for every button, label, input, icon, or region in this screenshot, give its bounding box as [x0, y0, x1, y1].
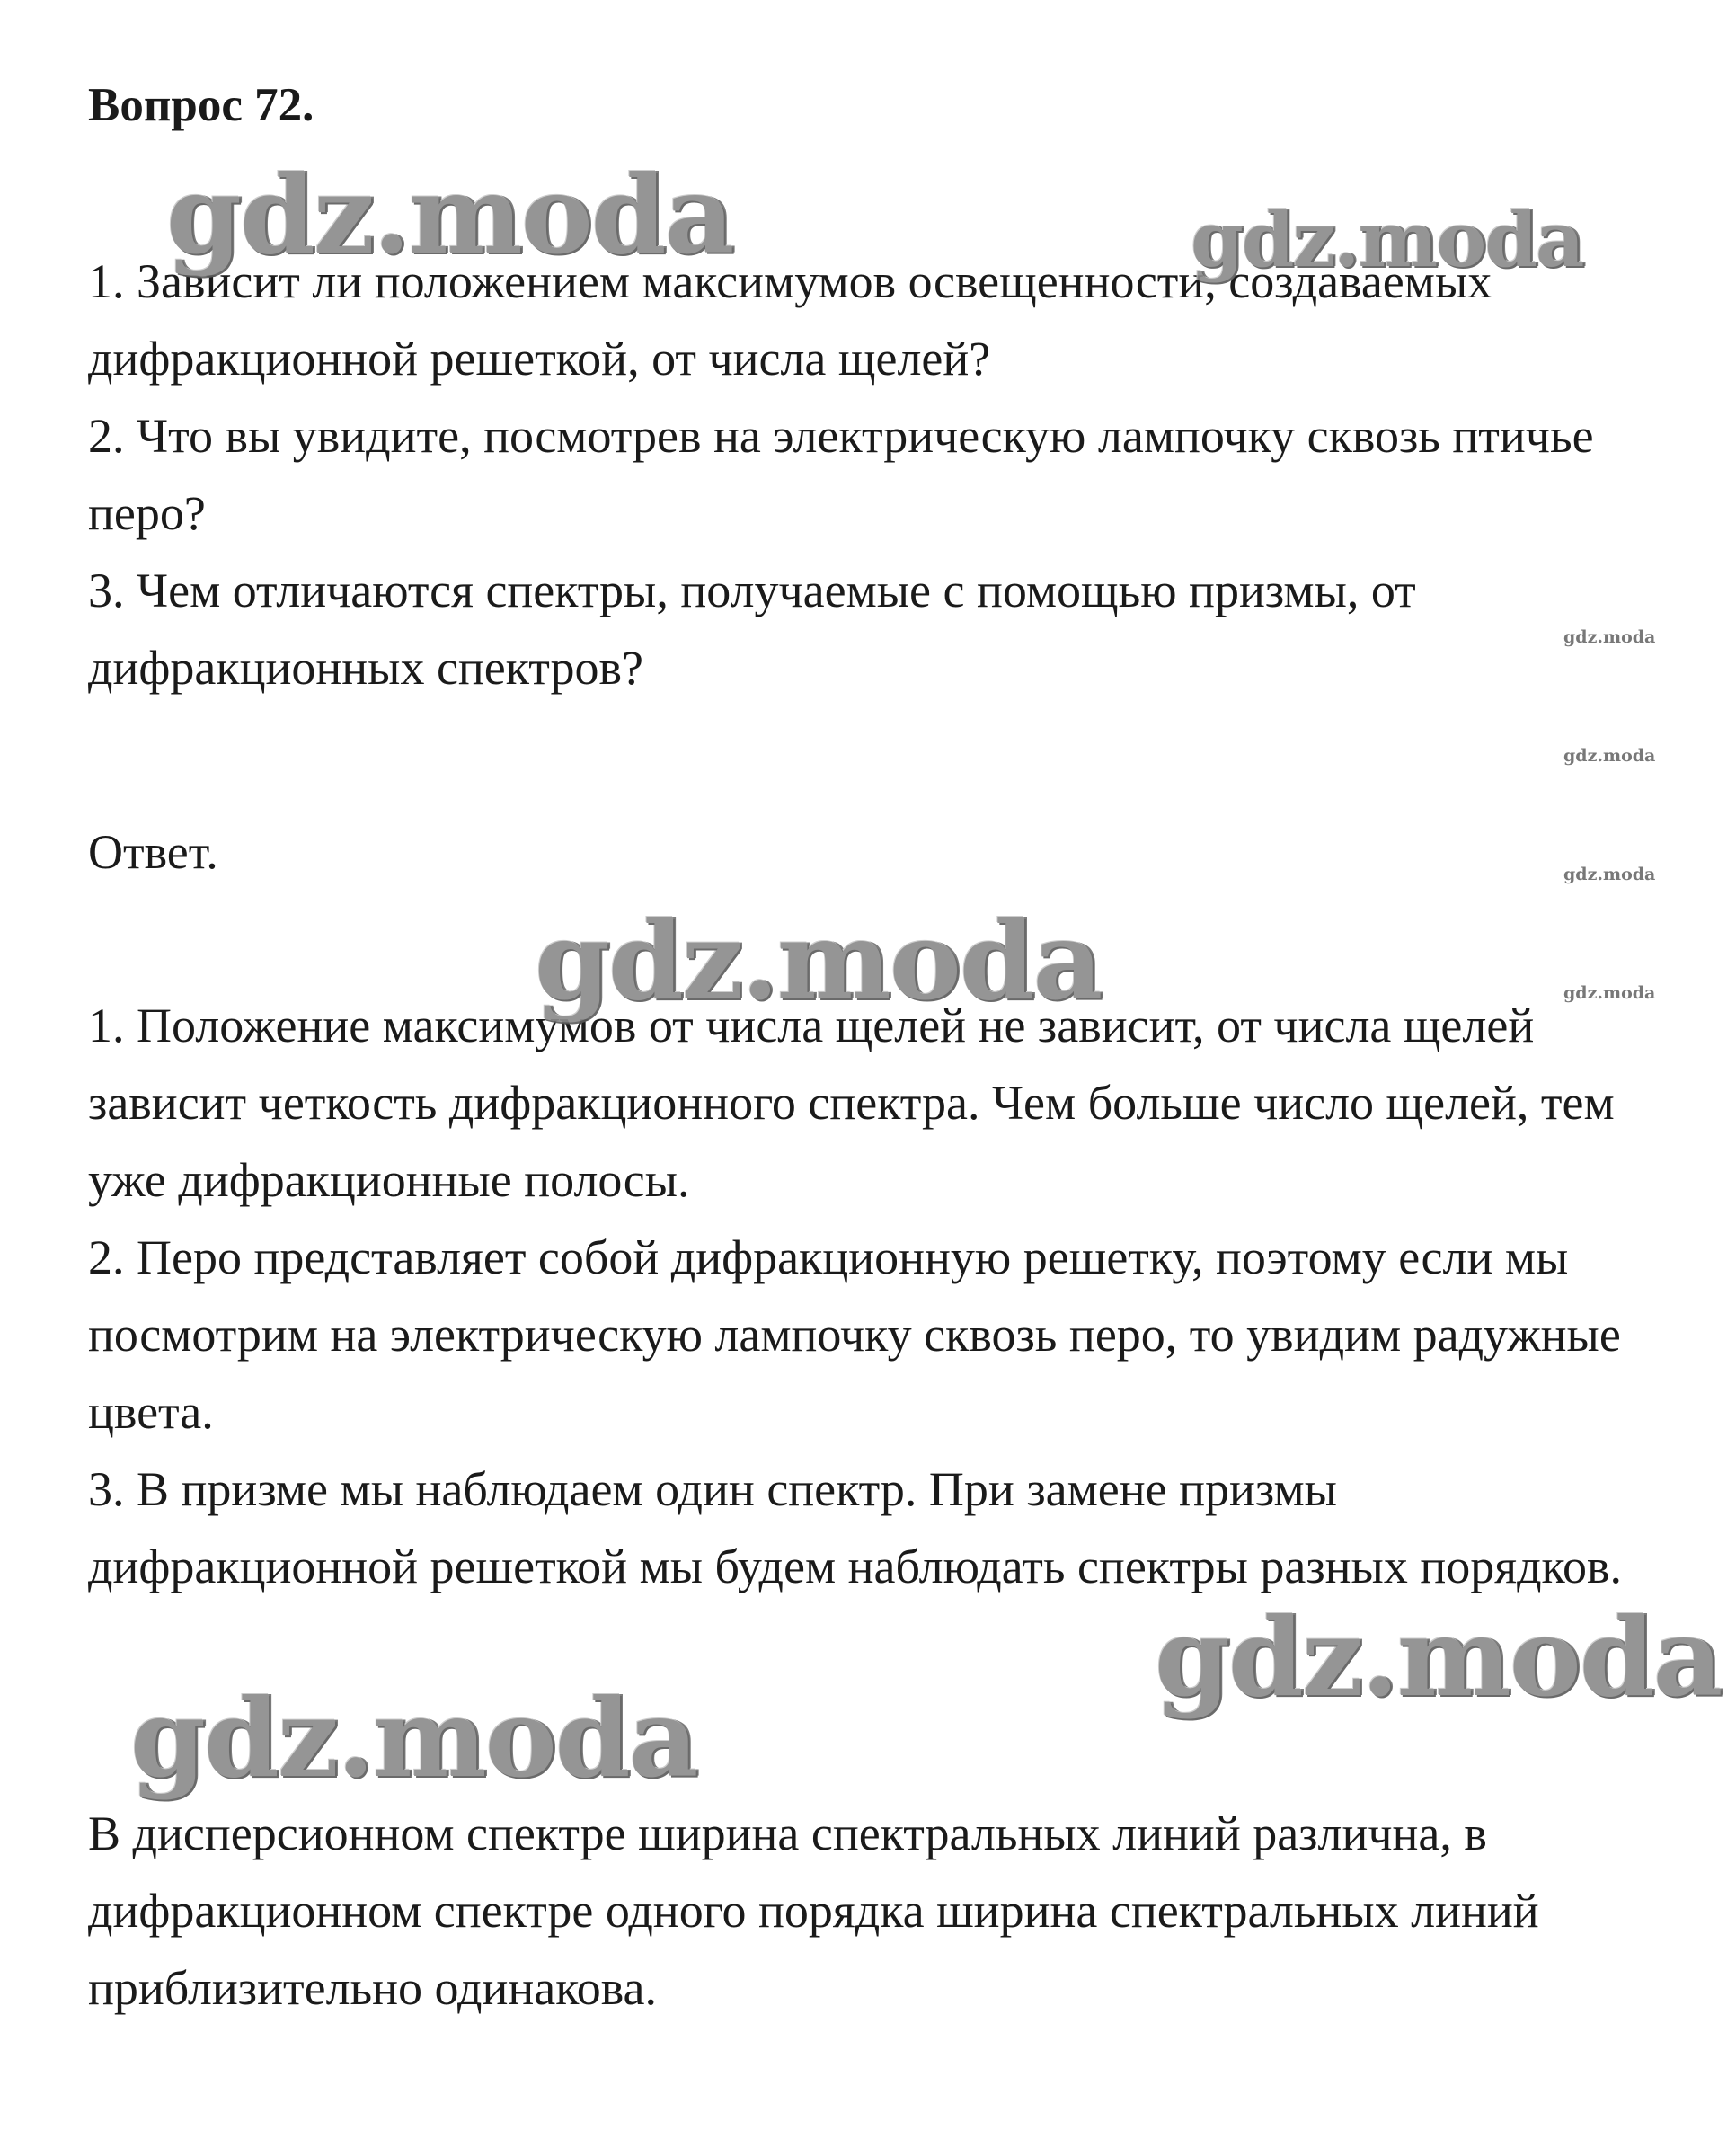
watermark: gdz.moda: [1563, 865, 1656, 884]
watermark: gdz.moda: [1155, 1594, 1722, 1721]
watermark: gdz.moda: [1563, 983, 1656, 1003]
question-title: Вопрос 72.: [88, 79, 314, 131]
watermark: gdz.moda: [166, 152, 733, 279]
question-item: 1. Зависит ли положением максимумов освещенности, создаваемых дифракционной решеткой, от числа щелей?: [88, 254, 1492, 386]
answer-heading: Ответ.: [88, 825, 218, 879]
questions-block: [88, 243, 1670, 706]
question-item: 2. Что вы увидите, посмотрев на электрическую лампочку сквозь птичье перо?: [88, 409, 1594, 540]
watermark: gdz.moda: [130, 1675, 697, 1802]
watermark: gdz.moda: [1563, 627, 1656, 647]
answers-block: [88, 987, 1670, 1605]
watermark: gdz.moda: [1563, 746, 1656, 766]
answer-item: 2. Перо представляет собой дифракционную решетку, поэтому если мы посмотрим на электрическую лампочку сквозь перо, то увидим радужные цвета.: [88, 1230, 1621, 1439]
answer-item: 1. Положение максимумов от числа щелей не зависит, от числа щелей зависит четкость дифракционного спектра. Чем больше число щелей, тем уже дифракционные полосы.: [88, 998, 1615, 1207]
answer-item: 3. В призме мы наблюдаем один спектр. При замене призмы дифракционной решеткой мы будем наблюдать спектры разных порядков.: [88, 1462, 1623, 1593]
watermark: gdz.moda: [535, 898, 1102, 1025]
watermark: gdz.moda: [1191, 195, 1583, 284]
answer-note: В дисперсионном спектре ширина спектральных линий различна, в дифракционном спектре одного порядка ширина спектральных линий приблизительно одинакова.: [88, 1806, 1539, 2015]
question-item: 3. Чем отличаются спектры, получаемые с помощью призмы, от дифракционных спектров?: [88, 564, 1416, 695]
